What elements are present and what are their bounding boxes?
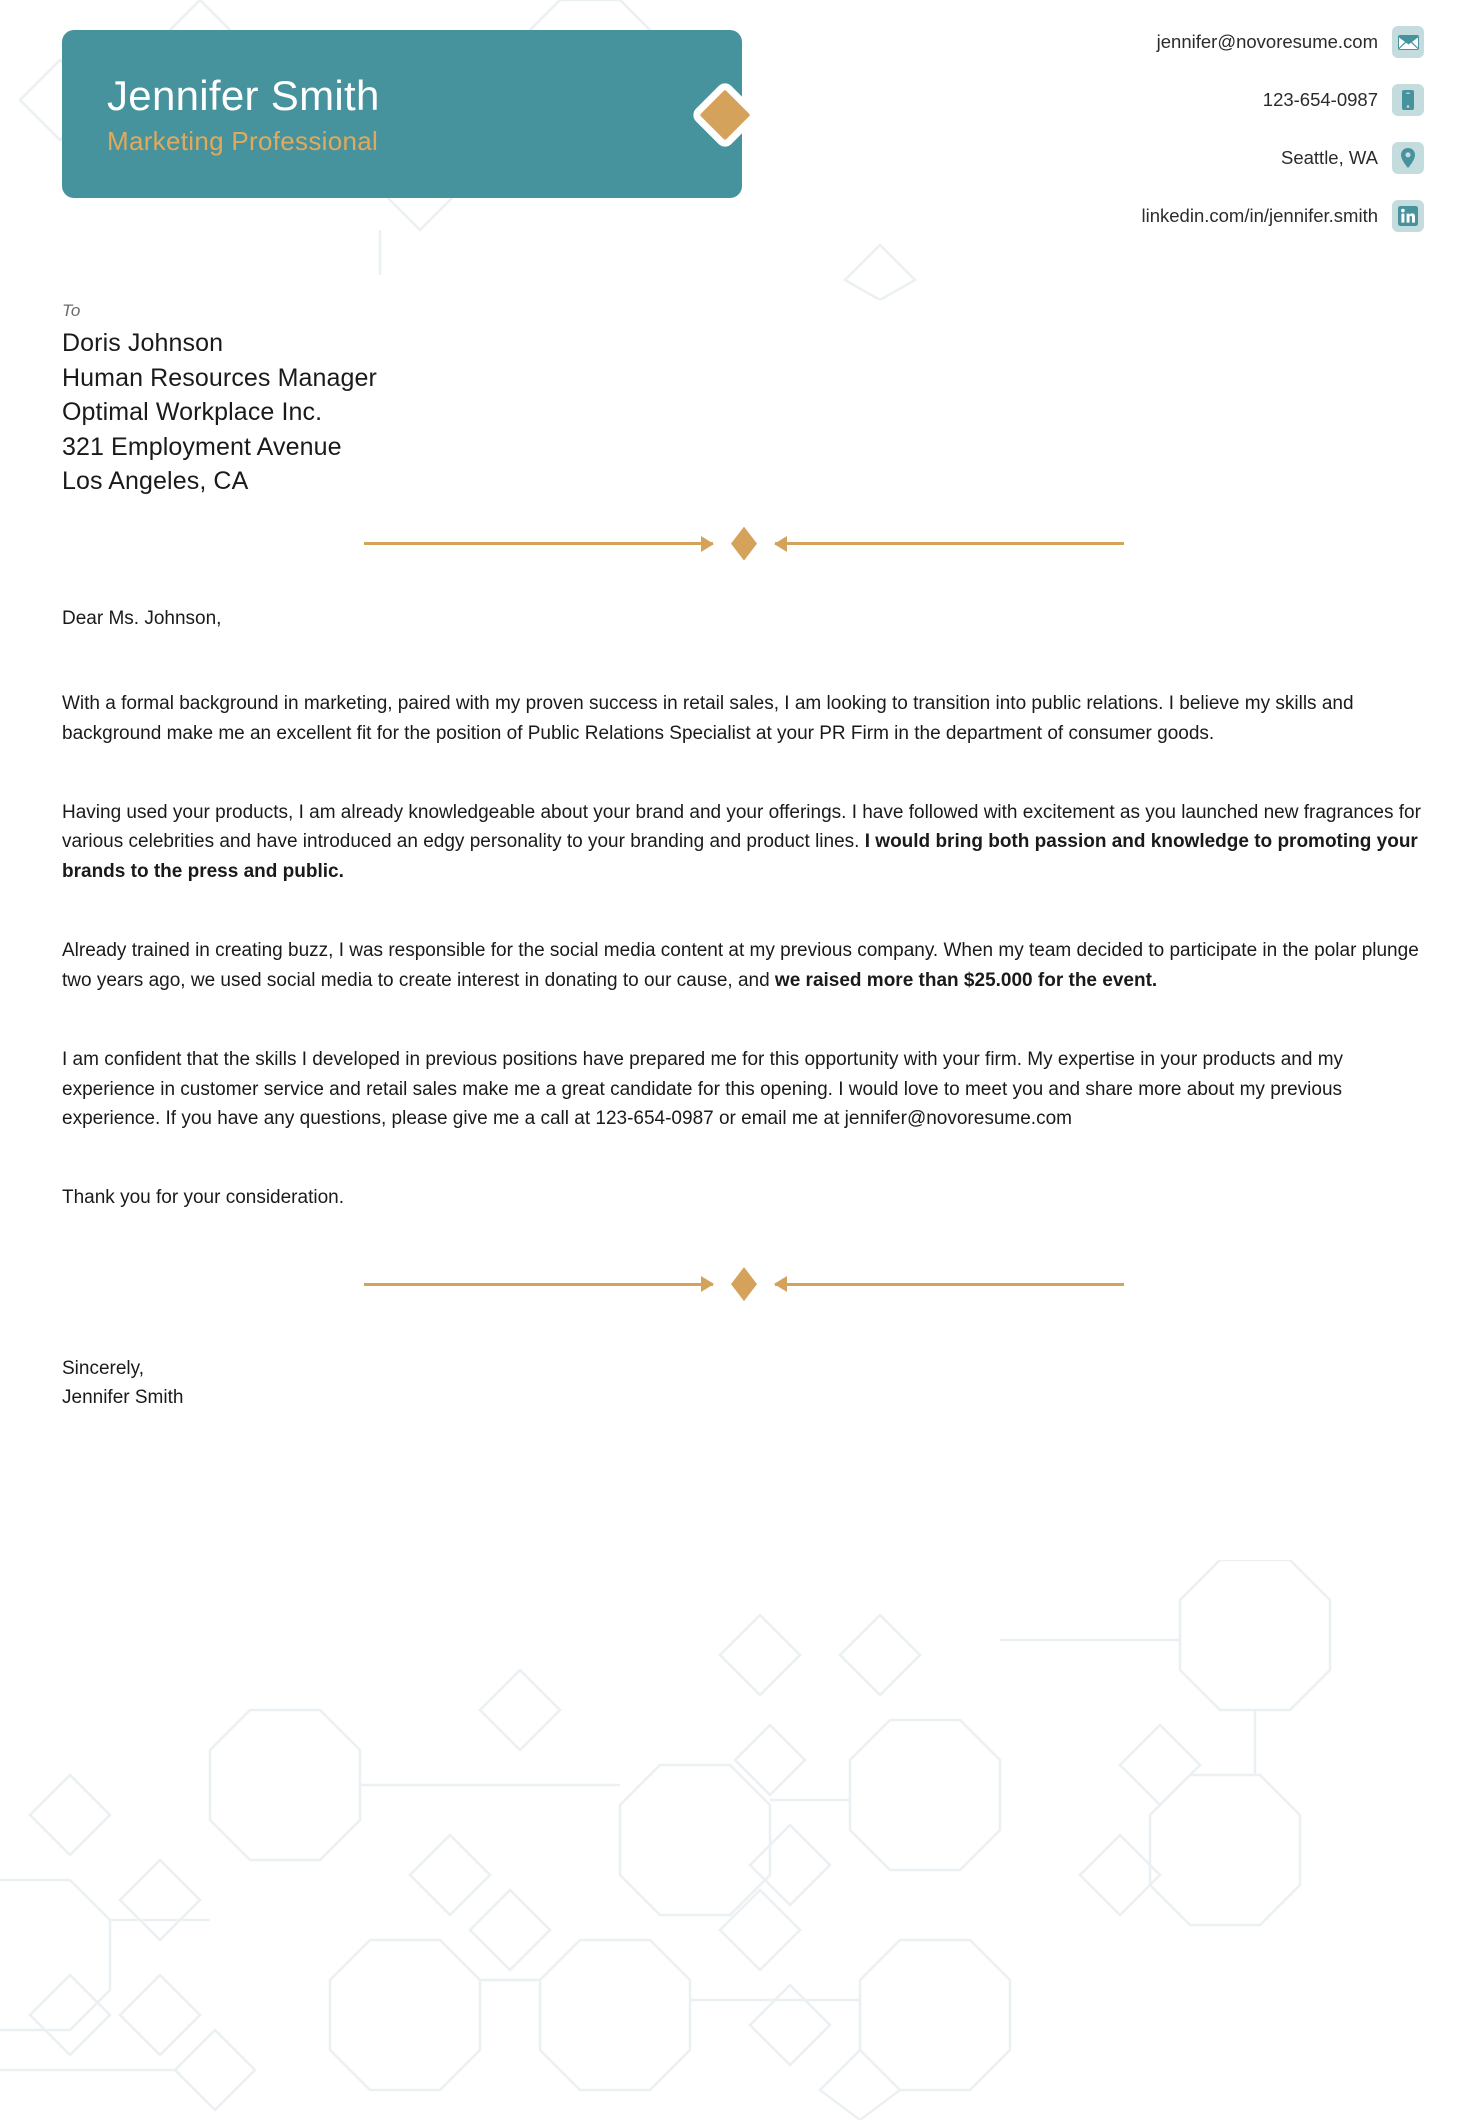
contact-phone-text: 123-654-0987 xyxy=(1262,88,1378,110)
paragraph-3-bold: we raised more than $25.000 for the event. xyxy=(774,969,1158,991)
signature-block xyxy=(62,1355,1426,1412)
recipient-company: Optimal Workplace Inc. xyxy=(62,398,323,427)
divider-diamond xyxy=(731,1267,757,1301)
recipient-title: Human Resources Manager xyxy=(62,363,377,392)
recipient-block xyxy=(62,300,1426,499)
to-label: To xyxy=(62,301,81,320)
contact-location-text: Seattle, WA xyxy=(1281,146,1378,168)
candidate-name: Jennifer Smith xyxy=(107,71,380,119)
paragraph-2 xyxy=(62,798,1426,886)
divider-arm-right xyxy=(775,1283,1124,1286)
divider-diamond xyxy=(731,527,757,561)
letter-body xyxy=(62,300,1426,1412)
name-banner xyxy=(62,30,742,198)
linkedin-icon xyxy=(1392,200,1424,232)
signature-name: Jennifer Smith xyxy=(62,1386,184,1408)
divider-top xyxy=(364,527,1124,561)
sign-off: Sincerely, xyxy=(62,1358,145,1380)
contact-item-linkedin[interactable] xyxy=(1142,200,1425,232)
thank-you-line: Thank you for your consideration. xyxy=(62,1186,344,1208)
candidate-job-title: Marketing Professional xyxy=(107,126,379,157)
recipient-city: Los Angeles, CA xyxy=(62,467,249,496)
paragraph-3 xyxy=(62,936,1426,995)
contact-item-email[interactable] xyxy=(1142,26,1425,58)
paragraph-1: With a formal background in marketing, paired with my proven success in retail sales, I am looking to transition into public relations. I believe my skills and background make me an excellent fit for the position of Public Relations Specialist at your PR Firm in the department of consumer goods. xyxy=(62,693,1354,744)
contact-list xyxy=(1142,26,1425,232)
divider-arm-left xyxy=(364,1283,713,1286)
paragraph-2-plain: Having used your products, I am already knowledgeable about your brand and your offerings. I have followed with excitement as you launched new fragrances for various celebrities and have introduced an edgy personality to your branding and product lines. xyxy=(62,802,1421,853)
recipient-name: Doris Johnson xyxy=(62,329,224,358)
envelope-icon xyxy=(1392,26,1424,58)
contact-linkedin-text: linkedin.com/in/jennifer.smith xyxy=(1141,204,1378,226)
paragraph-2-bold: I would bring both passion and knowledge to promoting your brands to the press and public. xyxy=(62,831,1418,882)
paragraph-3-plain: Already trained in creating buzz, I was responsible for the social media content at my previous company. When my team decided to participate in the polar plunge two years ago, we used social media to create interest in donating to our cause, and xyxy=(62,940,1419,991)
divider-arm-right xyxy=(775,542,1124,545)
paragraph-4: I am confident that the skills I developed in previous positions have prepared me for this opportunity with your firm. My expertise in your products and my experience in customer service and retail sales make me a great candidate for this opening. I would love to meet you and share more about my previous experience. If you have any questions, please give me a call at 123-654-0987 or email me at jennifer@novoresume.com xyxy=(62,1049,1344,1130)
contact-item-phone[interactable] xyxy=(1142,84,1425,116)
contact-item-location[interactable] xyxy=(1142,142,1425,174)
divider-arm-left xyxy=(364,542,713,545)
divider-bottom xyxy=(364,1267,1124,1301)
contact-email-text: jennifer@novoresume.com xyxy=(1156,30,1378,52)
phone-icon xyxy=(1392,84,1424,116)
recipient-street: 321 Employment Avenue xyxy=(62,432,342,461)
location-pin-icon xyxy=(1392,142,1424,174)
salutation: Dear Ms. Johnson, xyxy=(62,607,222,629)
letter-header xyxy=(0,0,1484,250)
